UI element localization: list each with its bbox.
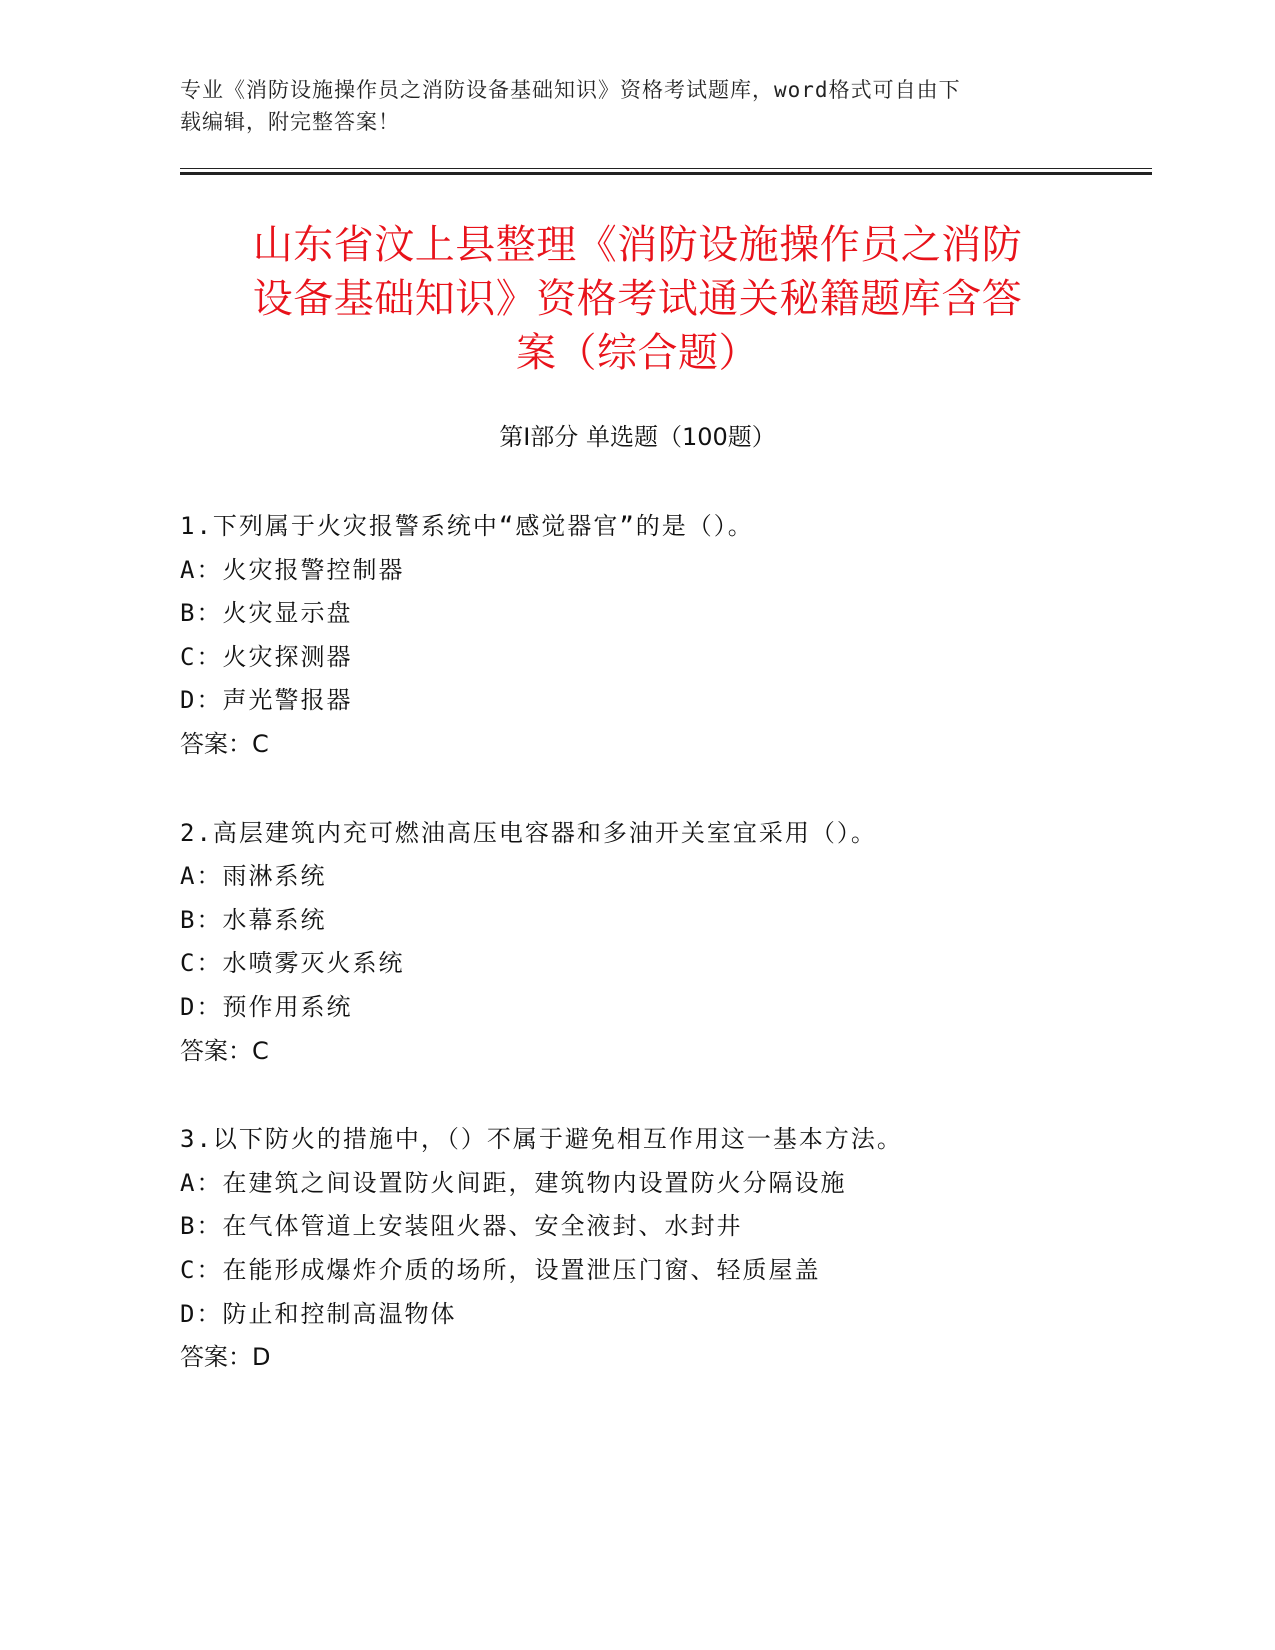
option-b: B：水幕系统 xyxy=(180,905,327,934)
document-title-line-2: 设备基础知识》资格考试通关秘籍题库含答 xyxy=(252,276,1023,322)
option-d: D：声光警报器 xyxy=(180,686,353,715)
header-divider-thin xyxy=(180,168,1152,169)
option-c: C：在能形成爆炸介质的场所，设置泄压门窗、轻质屋盖 xyxy=(180,1255,821,1284)
option-c: C：火灾探测器 xyxy=(180,642,353,671)
document-title-line-3: 案（综合题） xyxy=(516,330,759,376)
answer: 答案：C xyxy=(180,729,269,758)
option-b: B：火灾显示盘 xyxy=(180,599,353,628)
question-1 xyxy=(180,505,1140,767)
option-a: A：在建筑之间设置防火间距，建筑物内设置防火分隔设施 xyxy=(180,1168,847,1197)
answer: 答案：D xyxy=(180,1343,271,1372)
question-stem: 1.下列属于火灾报警系统中“感觉器官”的是（）。 xyxy=(180,512,754,540)
option-d: D：防止和控制高温物体 xyxy=(180,1299,457,1328)
option-d: D：预作用系统 xyxy=(180,992,353,1021)
question-stem: 3.以下防火的措施中，（）不属于避免相互作用这一基本方法。 xyxy=(180,1125,903,1154)
header-note-line-2: 载编辑，附完整答案！ xyxy=(180,110,400,134)
document-title xyxy=(180,218,1095,380)
header-note xyxy=(180,74,1060,138)
option-a: A：雨淋系统 xyxy=(180,862,327,891)
header-divider-thick xyxy=(180,172,1152,175)
question-list xyxy=(180,505,1140,1425)
question-3 xyxy=(180,1118,1140,1380)
document-title-line-1: 山东省汶上县整理《消防设施操作员之消防 xyxy=(252,222,1023,268)
option-a: A：火灾报警控制器 xyxy=(180,555,405,584)
question-2 xyxy=(180,812,1140,1074)
answer: 答案：C xyxy=(180,1036,269,1065)
question-stem: 2.高层建筑内充可燃油高压电容器和多油开关室宜采用（）。 xyxy=(180,818,877,847)
header-note-line-1: 专业《消防设施操作员之消防设备基础知识》资格考试题库，word格式可自由下 xyxy=(180,78,961,102)
option-c: C：水喷雾灭火系统 xyxy=(180,949,405,978)
section-heading: 第Ⅰ部分 单选题（100题） xyxy=(499,423,776,451)
option-b: B：在气体管道上安装阻火器、安全液封、水封井 xyxy=(180,1212,743,1241)
